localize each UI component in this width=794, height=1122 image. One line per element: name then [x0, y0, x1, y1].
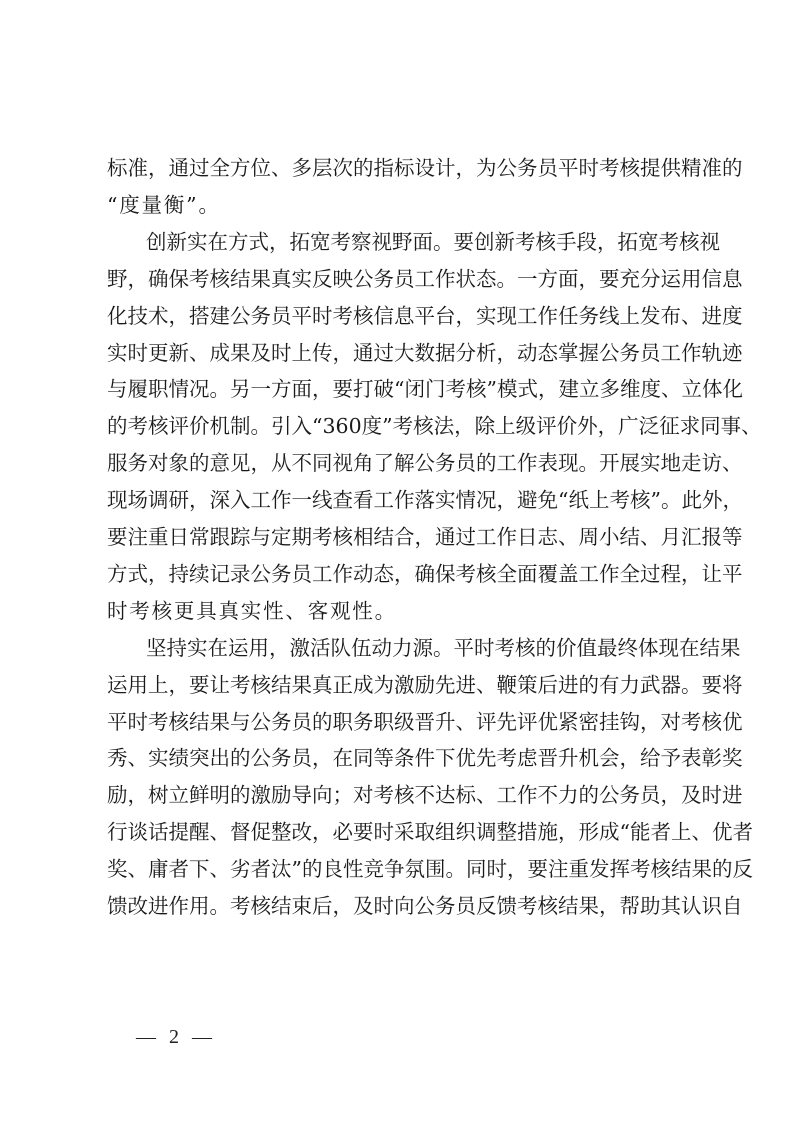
text-line: 时考核更具真实性、客观性。: [107, 598, 397, 623]
text-line: 励，树立鲜明的激励导向；对考核不达标、工作不力的公务员，及时进: [107, 783, 743, 808]
text-line: 行谈话提醒、督促整改，必要时采取组织调整措施，形成“能者上、优者: [107, 820, 753, 845]
text-line: 野，确保考核结果真实反映公务员工作状态。一方面，要充分运用信息: [107, 266, 743, 291]
text-line: 要注重日常跟踪与定期考核相结合，通过工作日志、周小结、月汇报等: [107, 525, 743, 549]
text-line: 实时更新、成果及时上传，通过大数据分析，动态掌握公务员工作轨迹: [107, 340, 743, 365]
text-line: 化技术，搭建公务员平时考核信息平台，实现工作任务线上发布、进度: [107, 303, 743, 328]
text-line: 平时考核结果与公务员的职务职级晋升、评先评优紧密挂钩，对考核优: [107, 709, 743, 734]
text-line: 的考核评价机制。引入“360度”考核法，除上级评价外，广泛征求同事、: [107, 414, 762, 439]
text-line: 方式，持续记录公务员工作动态，确保考核全面覆盖工作全过程，让平: [107, 561, 743, 586]
text-line: 与履职情况。另一方面，要打破“闭门考核”模式，建立多维度、立体化: [107, 377, 743, 402]
text-line: 服务对象的意见，从不同视角了解公务员的工作表现。开展实地走访、: [107, 451, 743, 476]
text-line: 奖、庸者下、劣者汰”的良性竞争氛围。同时，要注重发挥考核结果的反: [107, 857, 753, 882]
text-line: 创新实在方式，拓宽考察视野面。要创新考核手段，拓宽考核视: [146, 229, 720, 254]
text-line: 坚持实在运用，激活队伍动力源。平时考核的价值最终体现在结果: [146, 635, 741, 660]
text-line: 现场调研，深入工作一线查看工作落实情况，避免“纸上考核”。此外，: [107, 488, 743, 513]
text-line: 运用上，要让考核结果真正成为激励先进、鞭策后进的有力武器。要将: [107, 672, 743, 697]
text-line: 馈改进作用。考核结束后，及时向公务员反馈考核结果，帮助其认识自: [107, 894, 743, 918]
page-number: — 2 —: [136, 1026, 216, 1048]
text-line: 标准，通过全方位、多层次的指标设计，为公务员平时考核提供精准的: [107, 156, 743, 180]
text-line: “度量衡”。: [107, 192, 221, 217]
text-line: 秀、实绩突出的公务员，在同等条件下优先考虑晋升机会，给予表彰奖: [107, 746, 743, 771]
